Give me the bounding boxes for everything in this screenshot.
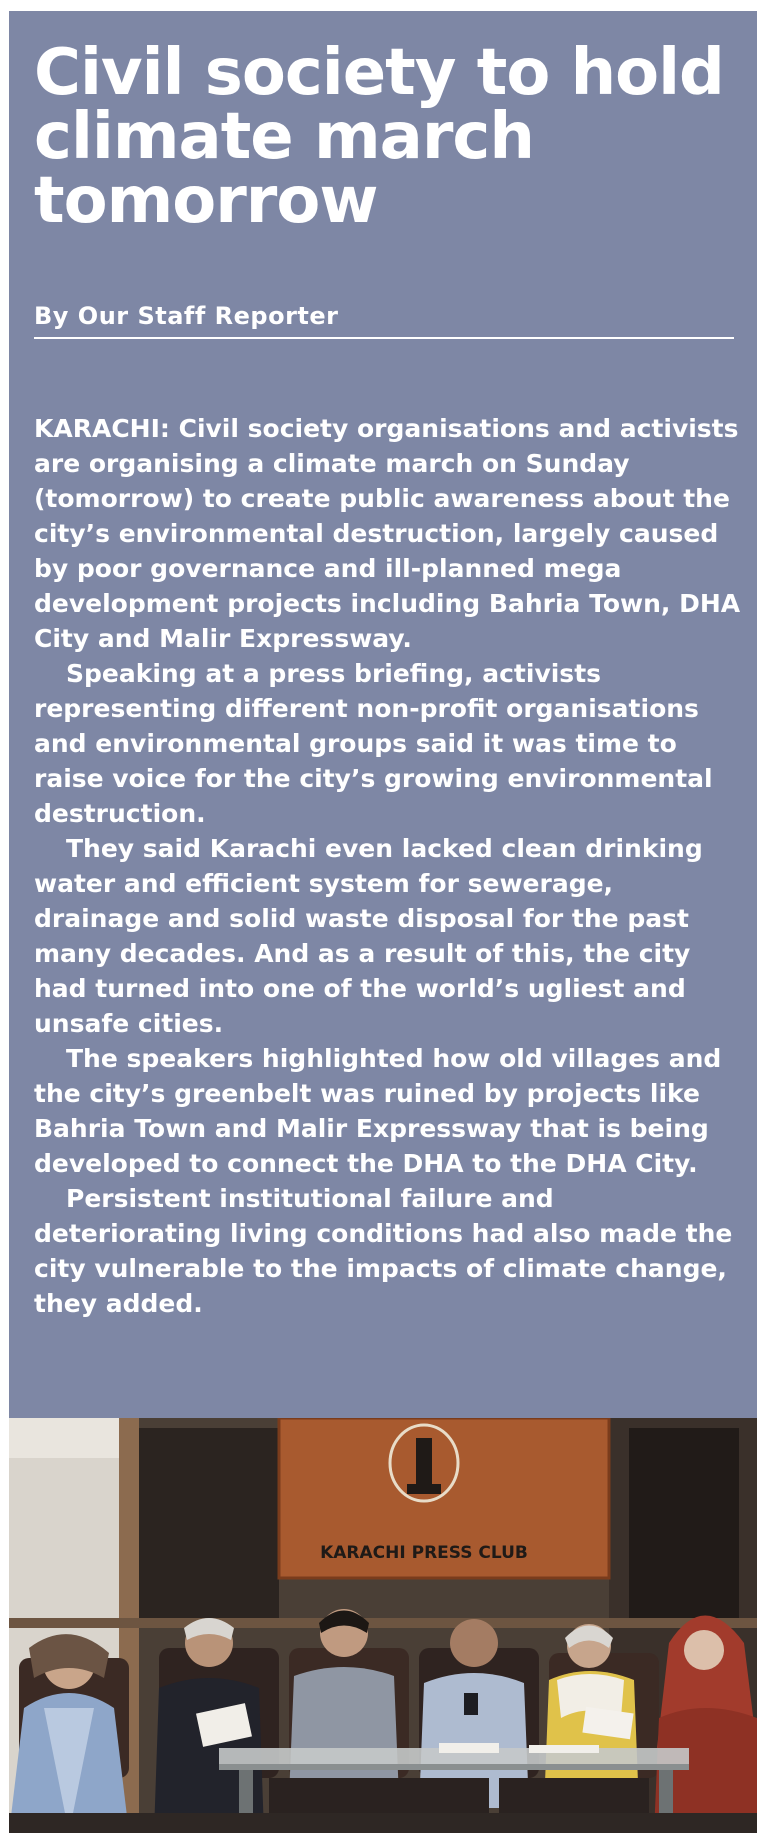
paragraph-1: KARACHI: Civil society organisations and activists are organising a climate march on Sunday (tomorrow) to create public awareness about the city’s environmental destruction, largely caused by poor governance and ill-planned mega development projects including Bahria Town, DHA City and Malir Expressway. [34, 414, 741, 653]
article-body [34, 411, 744, 1321]
paragraph-4: The speakers highlighted how old villages and the city’s greenbelt was ruined by projects like Bahria Town and Malir Expressway that is being developed to connect the DHA to the DHA City. [34, 1044, 722, 1178]
press-conference-photo [9, 1418, 757, 1833]
paragraph-2: Speaking at a press briefing, activists representing different non-profit organisations and environmental groups said it was time to raise voice for the city’s growing environmental destruction. [34, 659, 713, 828]
paragraph-3: They said Karachi even lacked clean drinking water and efficient system for sewerage, drainage and solid waste disposal for the past many decades. And as a result of this, the city had turned into one of the world’s ugliest and unsafe cities. [34, 834, 703, 1038]
byline-divider [34, 337, 734, 339]
byline: By Our Staff Reporter [34, 302, 339, 330]
headline: Civil society to hold climate march tomorrow [34, 36, 724, 238]
press-club-banner-text: KARACHI PRESS CLUB [320, 1543, 528, 1563]
paragraph-5: Persistent institutional failure and deteriorating living conditions had also made the city vulnerable to the impacts of climate change, they added. [34, 1184, 733, 1318]
article-panel [9, 11, 757, 1418]
